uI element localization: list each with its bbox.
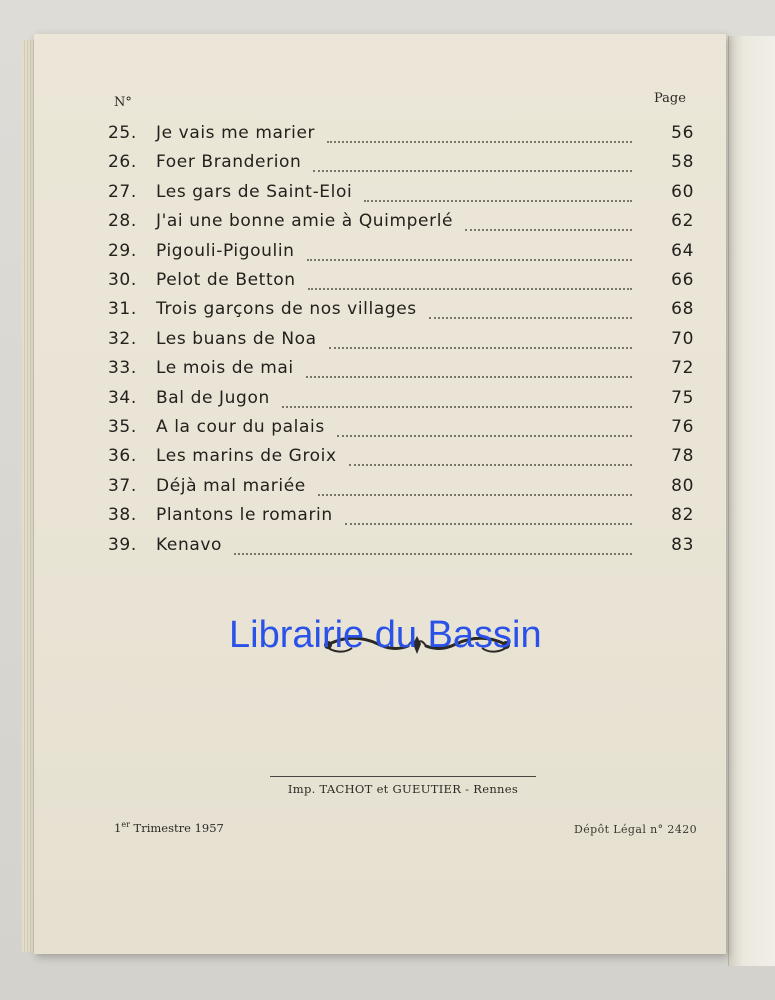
- toc-entry-number: 31.: [108, 299, 137, 320]
- booklet-page: [34, 34, 726, 954]
- toc-entry-page: 83: [671, 534, 694, 555]
- toc-entry-number: 27.: [108, 181, 137, 202]
- toc-entry-title: Pelot de Betton: [156, 270, 296, 290]
- toc-entry: [108, 358, 694, 387]
- legal-deposit: Dépôt Légal n° 2420: [574, 823, 698, 836]
- toc-entry-page: 58: [671, 152, 694, 173]
- toc-entry: [108, 152, 694, 181]
- toc-leader-dots: [364, 190, 632, 202]
- toc-entry-title: Le mois de mai: [156, 358, 294, 379]
- toc-entry-title: Je vais me marier: [156, 123, 316, 143]
- toc-entry: [108, 388, 694, 417]
- toc-entry-page: 80: [671, 475, 694, 496]
- toc-entry-page: 56: [671, 123, 694, 143]
- toc-entry-number: 25.: [108, 123, 137, 143]
- toc-leader-dots: [429, 307, 632, 319]
- number-column-header: N°: [114, 95, 132, 110]
- toc-entry-title: Plantons le romarin: [156, 505, 333, 526]
- toc-leader-dots: [327, 131, 632, 143]
- toc-entry-number: 36.: [108, 446, 137, 467]
- toc-entry-page: 64: [671, 240, 694, 261]
- toc-leader-dots: [308, 278, 632, 290]
- toc-entry-number: 34.: [108, 387, 137, 408]
- trimester-number: 1: [114, 820, 122, 835]
- toc-entry: [108, 211, 694, 240]
- print-trimester: [114, 820, 224, 835]
- toc-entry: [108, 329, 694, 358]
- toc-entry-number: 28.: [108, 211, 137, 232]
- toc-leader-dots: [337, 425, 632, 437]
- toc-leader-dots: [329, 337, 632, 349]
- toc-leader-dots: [318, 484, 632, 496]
- toc-entry: [108, 182, 694, 211]
- toc-entry-title: Foer Branderion: [156, 152, 302, 173]
- toc-entry-page: 75: [671, 387, 694, 408]
- toc-entry: [108, 446, 694, 475]
- toc-entry: [108, 123, 694, 152]
- facing-page-edge: [728, 36, 775, 966]
- toc-leader-dots: [345, 513, 632, 525]
- toc-entry-title: Déjà mal mariée: [156, 475, 306, 496]
- toc-entry: [108, 505, 694, 534]
- toc-entry: [108, 270, 694, 299]
- toc-entry-title: J'ai une bonne amie à Quimperlé: [156, 211, 454, 232]
- bookseller-watermark: Librairie du Bassin: [229, 614, 542, 656]
- toc-entry-title: Les buans de Noa: [156, 328, 317, 349]
- trimester-ordinal: er: [121, 820, 130, 829]
- toc-entry-number: 39.: [108, 534, 137, 555]
- toc-entry-number: 29.: [108, 240, 137, 261]
- toc-leader-dots: [465, 219, 632, 231]
- toc-entry-number: 33.: [108, 358, 137, 379]
- toc-entry-title: Les gars de Saint-Eloi: [156, 181, 353, 202]
- toc-entry: [108, 476, 694, 505]
- toc-entry-page: 82: [671, 505, 694, 526]
- printer-imprint: Imp. TACHOT et GUEUTIER - Rennes: [287, 782, 519, 796]
- toc-leader-dots: [349, 454, 632, 466]
- toc-leader-dots: [282, 396, 632, 408]
- toc-entry-number: 38.: [108, 505, 137, 526]
- toc-entry-page: 66: [671, 270, 694, 290]
- toc-leader-dots: [306, 366, 632, 378]
- page-column-header: Page: [654, 91, 686, 106]
- toc-entry-page: 78: [671, 446, 694, 467]
- toc-entry-title: Les marins de Groix: [156, 446, 337, 467]
- toc-leader-dots: [307, 249, 632, 261]
- toc-entry-page: 62: [671, 211, 694, 232]
- toc-entry: [108, 299, 694, 328]
- toc-entry-page: 76: [671, 417, 694, 437]
- toc-leader-dots: [313, 160, 632, 172]
- toc-entry: [108, 241, 694, 270]
- toc-entry-title: A la cour du palais: [156, 417, 325, 437]
- toc-entry: [108, 417, 694, 446]
- trimester-year: Trimestre 1957: [129, 820, 224, 835]
- toc-entry-number: 35.: [108, 417, 137, 437]
- printer-rule: [270, 776, 536, 777]
- toc-entry-title: Pigouli-Pigoulin: [156, 240, 295, 261]
- toc-entry-page: 70: [671, 328, 694, 349]
- toc-entry-title: Kenavo: [156, 534, 223, 555]
- toc-leader-dots: [234, 543, 632, 555]
- toc-entry-title: Bal de Jugon: [156, 387, 270, 408]
- toc-entry-number: 37.: [108, 475, 137, 496]
- toc-entry-number: 32.: [108, 328, 137, 349]
- toc-entry-number: 26.: [108, 152, 137, 173]
- toc-entry-title: Trois garçons de nos villages: [156, 299, 417, 320]
- toc-entry-number: 30.: [108, 270, 137, 290]
- toc-entry-page: 68: [671, 299, 694, 320]
- toc-entry-page: 72: [671, 358, 694, 379]
- toc-entry: [108, 535, 694, 564]
- toc-entry-page: 60: [671, 181, 694, 202]
